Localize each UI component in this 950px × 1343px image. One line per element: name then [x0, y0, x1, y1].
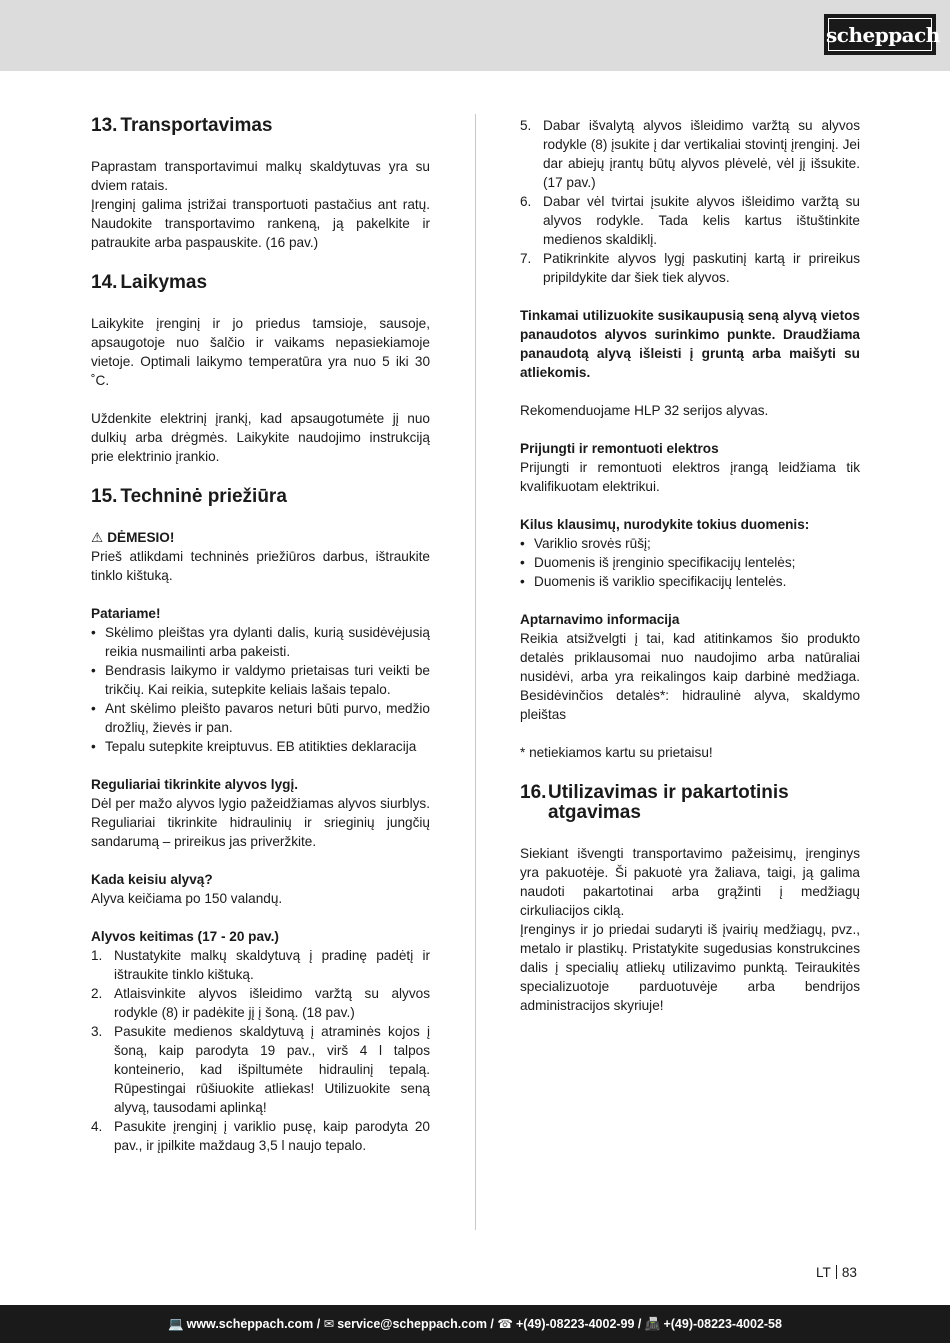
- list-item: • Ant skėlimo pleišto pavaros neturi būti purvo, medžio drožlių, žievės ir pan.: [91, 701, 430, 735]
- paragraph: Alyva keičiama po 150 valandų.: [91, 891, 283, 906]
- fax-number: +(49)-08223-4002-58: [663, 1317, 782, 1331]
- subheading: Reguliariai tikrinkite alyvos lygį.: [91, 777, 299, 792]
- warning-icon: ⚠: [91, 530, 104, 545]
- section-14-heading: [91, 273, 430, 293]
- paragraph: Siekiant išvengti transportavimo pažeisimų, įrenginys yra pakuotėje. Ši pakuotė yra žaliava, taigi, ją galima naudoti pakartotinai arba grąžinti į medžiagų cirkuliacijos ciklą.: [520, 846, 860, 918]
- section-number: 16.: [520, 782, 547, 803]
- subheading: Patariame!: [91, 606, 161, 621]
- list-item: 4. Pasukite įrenginį į variklio pusę, kaip parodyta 20 pav., ir įpilkite maždaug 3,5 l naujo tepalo.: [91, 1119, 430, 1153]
- list-item: 3. Pasukite medienos skaldytuvą į atraminės kojos į šoną, kaip parodyta 19 pav., virš 4 l talpos konteinerio, kad išpiltumėte hidraulinį tepalą. Rūpestingai rūšiuokite atliekas! Utilizuokite seną alyvą, tausodami aplinką!: [91, 1024, 430, 1115]
- phone-number: +(49)-08223-4002-99 /: [515, 1317, 642, 1331]
- page-number: [816, 1265, 857, 1280]
- paragraph: Prieš atlikdami techninės priežiūros darbus, ištraukite tinklo kištuką.: [91, 549, 430, 583]
- list-item: • Duomenis iš variklio specifikacijų lentelės.: [520, 574, 787, 589]
- paragraph: Dėl per mažo alyvos lygio pažeidžiamas alyvos siurblys. Reguliariai tikrinkite hidraulinių ir srieginių jungčių sandarumą – prireikus jas priveržkite.: [91, 796, 430, 849]
- steps-list: [91, 946, 430, 1155]
- section-title: Utilizavimas ir pakartotinis atgavimas: [548, 782, 789, 823]
- paragraph: Įrenginį galima įstrižai transportuoti pastačius ant ratų. Naudokite transportavimo rankeną, ją pakelkite ir patraukite arba paspauskite. (16 pav.): [91, 197, 430, 250]
- paragraph: Prijungti ir remontuoti elektros įrangą leidžiama tik kvalifikuotam elektrikui.: [520, 460, 860, 494]
- website-link[interactable]: www.scheppach.com /: [186, 1317, 321, 1331]
- mail-icon: ✉: [323, 1317, 335, 1331]
- phone-icon: ☎: [497, 1317, 513, 1331]
- section-number: 14.: [91, 272, 118, 293]
- language-code: LT: [816, 1265, 831, 1280]
- list-item: 5. Dabar išvalytą alyvos išleidimo varžtą su alyvos rodykle (8) įsukite į dar vertikaliai stovintį įrenginį. Jei dar abiejų įrantų būtų alyvos plėvelė, vėl jį išsukite. (17 pav.): [520, 118, 860, 190]
- header-band: [0, 0, 950, 71]
- section-title: Transportavimas: [120, 115, 273, 136]
- list-item: • Duomenis iš įrenginio specifikacijų lentelės;: [520, 555, 796, 570]
- paragraph: Uždenkite elektrinį įrankį, kad apsaugotumėte jį nuo dulkių arba drėgmės. Laikykite naudojimo instrukciją prie elektrinio įrankio.: [91, 411, 430, 464]
- column-divider: [475, 114, 476, 1230]
- left-column: [91, 116, 430, 1155]
- subheading: Aptarnavimo informacija: [520, 612, 680, 627]
- section-number: 15.: [91, 486, 118, 507]
- paragraph: Rekomenduojame HLP 32 serijos alyvas.: [520, 403, 769, 418]
- subheading: Alyvos keitimas (17 - 20 pav.): [91, 929, 279, 944]
- section-title: Techninė priežiūra: [120, 486, 287, 507]
- info-list: [520, 534, 860, 591]
- list-item: • Skėlimo pleištas yra dylanti dalis, kurią susidėvėjusią reikia nusmailinti arba pakeisti.: [91, 625, 430, 659]
- logo-text: scheppach: [826, 23, 940, 47]
- footer-band: [0, 1305, 950, 1343]
- right-column: [520, 116, 860, 1015]
- list-item: 1. Nustatykite malkų skaldytuvą į pradinę padėtį ir ištraukite tinklo kištuką.: [91, 948, 430, 982]
- page-number-value: 83: [841, 1265, 857, 1280]
- paragraph: Paprastam transportavimui malkų skaldytuvas yra su dviem ratais.: [91, 159, 430, 193]
- subheading: Prijungti ir remontuoti elektros: [520, 441, 719, 456]
- email-link[interactable]: service@scheppach.com /: [337, 1317, 494, 1331]
- subheading: Kada keisiu alyvą?: [91, 872, 213, 887]
- section-15-heading: [91, 487, 430, 507]
- footer-contact: [0, 1316, 950, 1332]
- tips-list: [91, 623, 430, 756]
- warning-heading: [91, 528, 430, 547]
- section-16-heading: [520, 783, 860, 823]
- list-item: 2. Atlaisvinkite alyvos išleidimo varžtą su alyvos rodykle (8) ir padėkite jį į šoną. (18 pav.): [91, 986, 430, 1020]
- disposal-notice: Tinkamai utilizuokite susikaupusią seną alyvą vietos panaudotos alyvos surinkimo punkte. Draudžiama panaudotą alyvą išleisti į gruntą arba maišyti su atliekomis.: [520, 308, 860, 380]
- paragraph: Įrenginys ir jo priedai sudaryti iš įvairių medžiagų, pvz., metalo ir plastikų. Pristatykite sugedusias konstrukcines dalis į specialių atliekų utilizavimo punktą. Teiraukitės specializuotoje parduotuvėje arba bendrijos administracijos skyriuje!: [520, 922, 860, 1013]
- section-13-heading: [91, 116, 430, 136]
- section-number: 13.: [91, 115, 118, 136]
- scheppach-logo: [824, 14, 940, 55]
- paragraph: Laikykite įrenginį ir jo priedus tamsioje, sausoje, apsaugotoje nuo šalčio ir vaikams nepasiekiamoje vietoje. Optimali laikymo temperatūra yra nuo 5 iki 30 ˚C.: [91, 316, 430, 388]
- fax-icon: 📠: [644, 1317, 661, 1331]
- paragraph: Reikia atsižvelgti į tai, kad atitinkamos šio produkto detalės priklausomai nuo naudojimo arba natūraliai nusidėvi, arba yra reikalingos kaip darbinė medžiaga. Besidėvinčios detalės*: hidraulinė alyva, skaldymo pleištas: [520, 631, 860, 722]
- list-item: • Variklio srovės rūšį;: [520, 536, 651, 551]
- computer-icon: 💻: [168, 1317, 184, 1331]
- paragraph: * netiekiamos kartu su prietaisu!: [520, 745, 713, 760]
- list-item: • Tepalu sutepkite kreiptuvus. EB atitikties deklaracija: [91, 739, 417, 754]
- warning-label: DĖMESIO!: [107, 530, 175, 545]
- list-item: 7. Patikrinkite alyvos lygį paskutinį kartą ir prireikus pripildykite dar šiek tiek alyvos.: [520, 251, 860, 285]
- list-item: • Bendrasis laikymo ir valdymo prietaisas turi veikti be trikčių. Kai reikia, sutepkite keliais lašais tepalo.: [91, 663, 430, 697]
- subheading: Kilus klausimų, nurodykite tokius duomenis:: [520, 517, 810, 532]
- steps-list-continued: [520, 116, 860, 287]
- list-item: 6. Dabar vėl tvirtai įsukite alyvos išleidimo varžtą su alyvos rodykle. Tada kelis kartus ištuštinkite medienos skaldiklį.: [520, 194, 860, 247]
- section-title: Laikymas: [120, 272, 208, 293]
